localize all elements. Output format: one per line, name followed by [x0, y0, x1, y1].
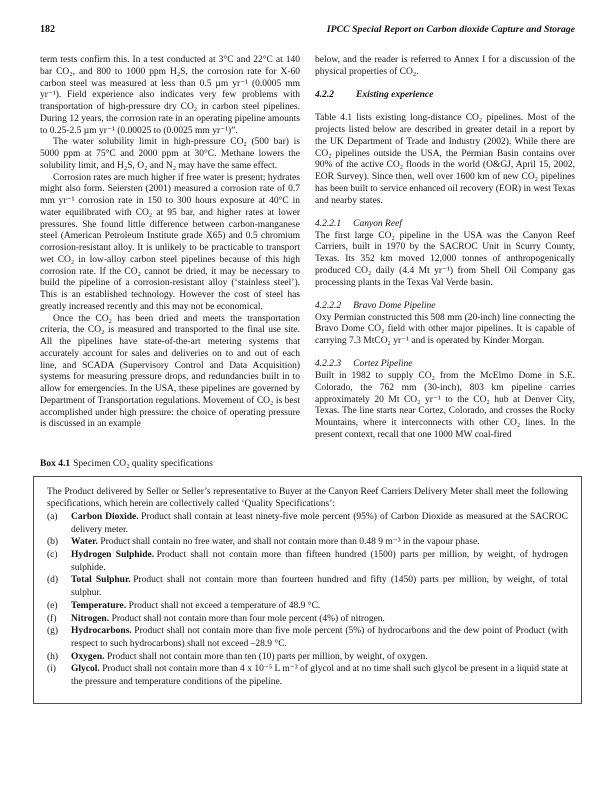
paragraph-cortez: Built in 1982 to supply CO₂ from the McElmo Dome in S.E. Colorado, the 762 mm (30-inch), 803 km pipeline carries approximately 20 Mt CO₂ yr⁻¹ to the CO₂ hub at Denver City, Texas. The line starts near Cortez, Colorado, and crosses the Rocky Mountains, where it interconnects with other CO₂ lines. In the present context, recall that one 1000 MW coal-fired — [315, 371, 575, 440]
spec-item-term: Hydrogen Sulphide. — [71, 550, 155, 561]
paragraph-co2-dried: Once the CO₂ has been dried and meets the transportation criteria, the CO₂ is measured and transported to the final use site. All the pipelines have state-of-the-art metering systems that accurately account for sales and deliveries on to and out of each line, and SCADA (Supervisory Control and Data Acquisition) systems for measuring pressure drops, and redundancies built in to allow for emergencies. In the USA, these pipelines are governed by Department of Transportation regulations. Movement of CO₂ is best accomplished under high pressure: the choice of operating pressure is discussed in an example — [40, 313, 300, 430]
box-caption-label: Box 4.1 — [40, 458, 71, 469]
left-column — [40, 55, 300, 442]
spec-item-body — [71, 625, 568, 650]
spec-item-glycol — [47, 663, 568, 688]
spec-item-body — [71, 613, 568, 626]
running-head-title: IPCC Special Report on Carbon dioxide Capture and Storage — [326, 24, 575, 35]
spec-item-hydrogen-sulphide — [47, 549, 568, 574]
spec-item-term: Carbon Dioxide. — [71, 511, 139, 522]
spec-item-text: Product shall not contain more than four mole percent (4%) of nitrogen. — [111, 613, 385, 624]
section-title: Existing experience — [356, 90, 434, 100]
quality-specifications-box — [33, 476, 582, 704]
paragraph-bravo-dome: Oxy Permian constructed this 508 mm (20-inch) line connecting the Bravo Dome CO₂ field with other major pipelines. It is capable of carrying 7.3 MtCO₂ yr⁻¹ and is operated by Kinder Morgan. — [315, 312, 575, 346]
spec-item-oxygen — [47, 651, 568, 664]
spec-item-body — [71, 663, 568, 688]
spec-item-nitrogen — [47, 613, 568, 626]
page-header — [40, 24, 575, 35]
page-number: 182 — [40, 24, 55, 35]
spec-item-label: (h) — [47, 651, 59, 662]
box-caption — [40, 459, 575, 469]
spec-item-body — [71, 574, 568, 599]
subsection-title: Cortez Pipeline — [353, 359, 413, 370]
spec-item-water — [47, 536, 568, 549]
spec-item-label: (e) — [47, 600, 58, 611]
spec-item-term: Temperature. — [71, 600, 127, 611]
spec-item-text: Product shall not exceed a temperature of 48.9 °C. — [128, 600, 321, 611]
spec-item-text: Product shall not contain more than 4 x 10⁻⁵ L m⁻³ of glycol and at no time shall such glycol be present in a liquid state at the pressure and temperature conditions of the pipeline. — [71, 664, 568, 688]
spec-item-term: Glycol. — [71, 664, 100, 675]
two-column-body — [40, 55, 575, 442]
spec-item-label: (b) — [47, 537, 59, 548]
spec-item-label: (f) — [47, 613, 57, 624]
subsection-heading-cortez — [315, 359, 575, 371]
subsection-title: Canyon Reef — [353, 218, 402, 229]
spec-item-total-sulphur — [47, 574, 568, 599]
paragraph-term-tests: term tests confirm this. In a test conducted at 3°C and 22°C at 140 bar CO₂, and 800 to 1000 ppm H₂S, the corrosion rate for X-60 carbon steel was measured at less than 0.5 µm yr⁻¹ (0.0005 mm yr⁻¹). Field experience also indicates very few problems with transportation of high-pressure dry CO₂ in carbon steel pipelines. During 12 years, the corrosion rate in an operating pipeline amounts to 0.25-2.5 µm yr⁻¹ (0.00025 to (0.0025 mm yr⁻¹)”. — [40, 55, 300, 136]
box-caption-text: Specimen CO₂ quality specifications — [73, 458, 213, 469]
spec-item-body — [71, 651, 568, 664]
spec-item-text: Product shall contain no free water, and shall not contain more than 0.48 9 m⁻³ in the vapour phase. — [100, 537, 480, 548]
spec-item-carbon-dioxide — [47, 511, 568, 536]
section-number: 4.2.2 — [315, 90, 334, 100]
spec-item-body — [71, 600, 568, 613]
spec-item-text: Product shall not contain more than five mole percent (5%) of hydrocarbons and the dew point of Product (with respect to such hydrocarbons) shall not exceed –28.9 °C. — [71, 626, 568, 649]
spec-item-temperature — [47, 600, 568, 613]
spec-item-body — [71, 536, 568, 549]
paragraph-table-4-1: Table 4.1 lists existing long-distance CO₂ pipelines. Most of the projects listed below are described in greater detail in a report by the UK Department of Trade and Industry (2002). While there are CO₂ pipelines outside the USA, the Permian Basin contains over 90% of the active CO₂ floods in the world (O&GJ, April 15, 2002, EOR Survey). Since then, well over 1600 km of new CO₂ pipelines has been built to service enhanced oil recovery (EOR) in west Texas and nearby states. — [315, 113, 575, 206]
spec-item-label: (d) — [47, 575, 59, 586]
paragraph-water-solubility: The water solubility limit in high-pressure CO₂ (500 bar) is 5000 ppm at 75°C and 2000 ppm at 30°C. Methane lowers the solubility limit, and H₂S, O₂ and N₂ may have the same effect. — [40, 137, 300, 171]
right-column — [315, 55, 575, 442]
spec-item-label: (c) — [47, 550, 58, 561]
subsection-heading-canyon-reef — [315, 219, 575, 231]
spec-item-body — [71, 549, 568, 574]
spec-item-term: Water. — [71, 537, 98, 548]
spec-item-text: Product shall not contain more than fifteen hundred (1500) parts per million, by weight, of hydrogen sulphide. — [71, 550, 568, 573]
subsection-title: Bravo Dome Pipeline — [353, 300, 436, 311]
section-heading-existing-experience — [315, 90, 575, 102]
subsection-number: 4.2.2.3 — [315, 359, 342, 370]
spec-item-hydrocarbons — [47, 625, 568, 650]
spec-item-term: Oxygen. — [71, 651, 105, 662]
spec-item-label: (a) — [47, 511, 58, 522]
spec-item-label: (i) — [47, 664, 56, 675]
paragraph-annex-reference: below, and the reader is referred to Annex I for a discussion of the physical properties of CO₂. — [315, 55, 575, 77]
spec-item-term: Nitrogen. — [71, 613, 110, 624]
box-intro-paragraph: The Product delivered by Seller or Seller’s representative to Buyer at the Canyon Reef Carriers Delivery Meter shall meet the following specifications, which herein are collectively called ‘Quality Specifications’: — [47, 486, 568, 510]
spec-item-text: Product shall contain at least ninety-five mole percent (95%) of Carbon Dioxide as measured at the SACROC delivery meter. — [71, 511, 568, 535]
spec-item-term: Hydrocarbons. — [71, 626, 132, 637]
paragraph-canyon-reef: The first large CO₂ pipeline in the USA was the Canyon Reef Carriers, built in 1970 by the SACROC Unit in Scurry County, Texas. Its 352 km moved 12,000 tonnes of anthropogenically produced CO₂ daily (4.4 Mt yr⁻¹) from Shell Oil Company gas processing plants in the Texas Val Verde basin. — [315, 230, 575, 288]
spec-item-text: Product shall not contain more than fourteen hundred and fifty (1450) parts per million, by weight, of total sulphur. — [71, 575, 569, 599]
paragraph-corrosion-rates: Corrosion rates are much higher if free water is present; hydrates might also form. Seiersten (2001) measured a corrosion rate of 0.7 mm yr⁻¹ corrosion rate in 150 to 300 hours exposure at 40°C in water equilibrated with CO₂ at 95 bar, and higher rates at lower pressures. She found little difference between carbon-manganese steel (American Petroleum Institute grade X65) and 0.5 chromium corrosion-resistant alloy. It is unlikely to be practicable to transport wet CO₂ in low-alloy carbon steel pipelines because of this high corrosion rate. If the CO₂ cannot be dried, it may be necessary to build the pipeline of a corrosion-resistant alloy (‘stainless steel’). This is an established technology. However the cost of steel has greatly increased recently and this may not be economical. — [40, 172, 300, 312]
subsection-number: 4.2.2.2 — [315, 300, 342, 311]
spec-item-label: (g) — [47, 626, 59, 637]
spec-item-text: Product shall not contain more than ten (10) parts per million, by weight, of oxygen. — [107, 651, 428, 662]
spec-item-term: Total Sulphur. — [71, 575, 131, 586]
subsection-number: 4.2.2.1 — [315, 218, 342, 229]
spec-item-body — [71, 511, 568, 536]
subsection-heading-bravo-dome — [315, 301, 575, 313]
